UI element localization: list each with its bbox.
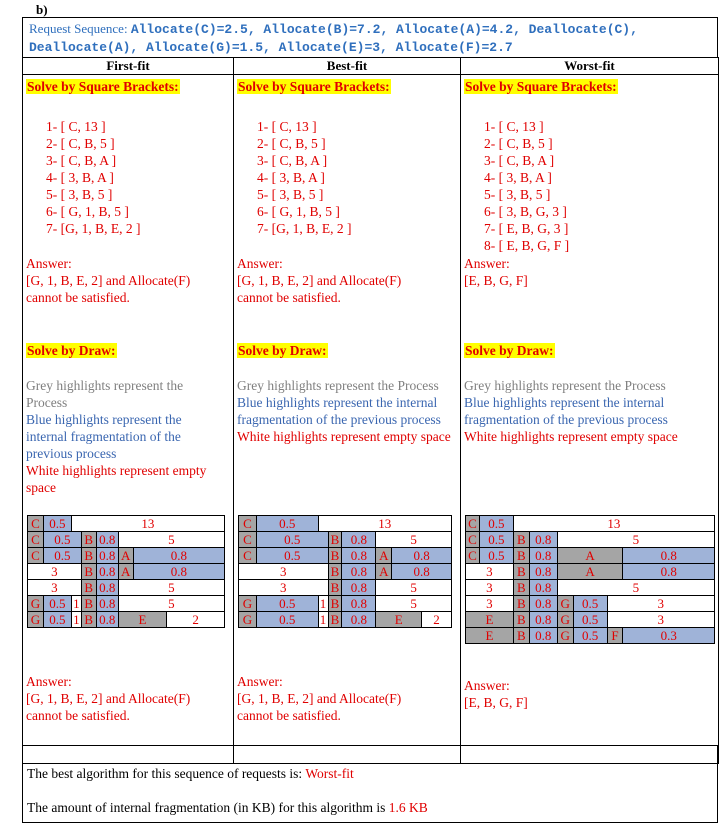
step: 6- [ G, 1, B, 5 ] xyxy=(46,204,129,219)
memory-block: 3 xyxy=(466,580,514,596)
memory-block: 0.8 xyxy=(96,612,118,628)
first-fit-steps xyxy=(46,118,141,237)
memory-block: 1 xyxy=(73,612,80,627)
first-fit-brackets-title: Solve by Square Brackets: xyxy=(27,79,179,94)
worst-fit-answer-label: Answer: xyxy=(464,256,510,271)
memory-block: 5 xyxy=(557,580,714,596)
memory-block: C xyxy=(466,516,480,532)
first-fit-answer-label: Answer: xyxy=(26,256,72,271)
memory-block: B xyxy=(328,596,342,612)
request-label: Request Sequence: xyxy=(29,21,128,36)
memory-block: E xyxy=(466,628,514,644)
memory-block: C xyxy=(239,548,257,564)
memory-block: 0.8 xyxy=(133,564,224,580)
conclusion-box xyxy=(22,745,718,823)
memory-block: C xyxy=(28,532,44,548)
step: 7- [G, 1, B, E, 2 ] xyxy=(46,221,141,236)
memory-block: 0.5 xyxy=(573,612,607,628)
best-fit-legend-grey: Grey highlights represent the Process xyxy=(237,378,439,393)
memory-block: G xyxy=(28,596,44,612)
best-fit-draw-title: Solve by Draw: xyxy=(238,343,327,358)
best-algorithm-prefix: The best algorithm for this sequence of requests is: xyxy=(27,766,303,781)
memory-block: B xyxy=(513,532,529,548)
step: 7- [G, 1, B, E, 2 ] xyxy=(257,221,352,236)
memory-block: 0.5 xyxy=(43,612,71,628)
memory-block: C xyxy=(239,516,257,532)
memory-block: 0.5 xyxy=(479,548,513,564)
memory-block: 0.8 xyxy=(96,548,118,564)
memory-block: 0.8 xyxy=(623,548,715,564)
step: 3- [ C, B, A ] xyxy=(484,153,555,168)
memory-block: 0.8 xyxy=(623,564,715,580)
memory-block: B xyxy=(81,580,96,596)
memory-block: B xyxy=(328,564,342,580)
memory-block: G xyxy=(557,628,573,644)
memory-block: 0.5 xyxy=(43,548,81,564)
step: 5- [ 3, B, 5 ] xyxy=(484,187,551,202)
memory-block: 0.5 xyxy=(573,628,607,644)
step: 1- [ C, 13 ] xyxy=(484,119,544,134)
memory-block: 5 xyxy=(118,596,224,612)
memory-block: C xyxy=(466,532,480,548)
memory-block: 0.5 xyxy=(43,532,81,548)
memory-block: E xyxy=(466,612,514,628)
worst-fit-answer2-label: Answer: xyxy=(464,678,510,693)
best-fit-answer-label: Answer: xyxy=(237,256,283,271)
memory-block: 0.8 xyxy=(342,612,376,628)
first-fit-answer2-line1: [G, 1, B, E, 2] and Allocate(F) xyxy=(26,691,191,706)
step: 5- [ 3, B, 5 ] xyxy=(46,187,113,202)
step: 2- [ C, B, 5 ] xyxy=(484,136,553,151)
memory-block: 0.5 xyxy=(256,532,328,548)
memory-block: 0.8 xyxy=(96,564,118,580)
memory-block: 5 xyxy=(376,532,452,548)
worst-fit-answer-line1: [E, B, G, F] xyxy=(464,273,528,288)
step: 2- [ C, B, 5 ] xyxy=(257,136,326,151)
best-algorithm-value: Worst-fit xyxy=(305,766,354,781)
memory-block: E xyxy=(376,612,422,628)
memory-block: 0.8 xyxy=(529,532,557,548)
memory-block: 5 xyxy=(557,532,714,548)
memory-block: C xyxy=(239,532,257,548)
memory-block: B xyxy=(513,628,529,644)
worst-fit-column xyxy=(461,75,719,764)
memory-block: 0.8 xyxy=(96,596,118,612)
step: 6- [ 3, B, G, 3 ] xyxy=(484,204,567,219)
memory-block: B xyxy=(328,532,342,548)
worst-fit-brackets-title: Solve by Square Brackets: xyxy=(465,79,617,94)
memory-block: 2 xyxy=(167,612,225,628)
memory-block: C xyxy=(28,548,44,564)
memory-block: 0.5 xyxy=(479,516,513,532)
memory-block: 0.8 xyxy=(96,580,118,596)
best-fit-answer-line1: [G, 1, B, E, 2] and Allocate(F) xyxy=(237,273,402,288)
memory-block: B xyxy=(81,548,96,564)
memory-block: B xyxy=(328,612,342,628)
best-fit-answer-line2: cannot be satisfied. xyxy=(237,290,341,305)
best-fit-steps xyxy=(257,118,352,237)
first-fit-draw-title: Solve by Draw: xyxy=(27,343,116,358)
memory-block: G xyxy=(557,612,573,628)
request-line-1: Allocate(C)=2.5, Allocate(B)=7.2, Allocate(A)=4.2, Deallocate(C), xyxy=(130,22,638,37)
memory-block: A xyxy=(118,548,133,564)
memory-block: 0.8 xyxy=(529,548,557,564)
memory-block: 3 xyxy=(28,580,82,596)
step: 3- [ C, B, A ] xyxy=(257,153,328,168)
step: 1- [ C, 13 ] xyxy=(257,119,317,134)
worst-fit-draw-title: Solve by Draw: xyxy=(465,343,554,358)
memory-block: 5 xyxy=(118,580,224,596)
worst-fit-legend-blue: Blue highlights represent the internal fragmentation of the previous process xyxy=(464,395,668,427)
best-fit-legend-blue: Blue highlights represent the internal fragmentation of the previous process xyxy=(237,395,441,427)
memory-block: 3 xyxy=(239,564,329,580)
memory-block: 0.8 xyxy=(392,548,452,564)
memory-block: 13 xyxy=(71,516,224,532)
memory-block: 0.5 xyxy=(256,548,328,564)
memory-block: 0.8 xyxy=(529,628,557,644)
memory-block: F xyxy=(607,628,623,644)
memory-block: G xyxy=(28,612,44,628)
memory-block: B xyxy=(81,564,96,580)
step: 4- [ 3, B, A ] xyxy=(484,170,552,185)
best-fit-column xyxy=(234,75,461,764)
worst-fit-legend-grey: Grey highlights represent the Process xyxy=(464,378,666,393)
memory-block: B xyxy=(513,548,529,564)
first-fit-answer-line1: [G, 1, B, E, 2] and Allocate(F) xyxy=(26,273,191,288)
memory-block: A xyxy=(118,564,133,580)
header-first-fit: First-fit xyxy=(23,58,234,75)
memory-block: 0.5 xyxy=(256,612,318,628)
memory-block: 0.5 xyxy=(256,516,318,532)
memory-block: 0.8 xyxy=(342,532,376,548)
first-fit-legend-white: White highlights represent empty space xyxy=(26,463,207,495)
first-fit-legend-blue: Blue highlights represent the internal fragmentation of the previous process xyxy=(26,412,182,461)
best-fit-memory-diagram xyxy=(238,515,452,628)
memory-block: B xyxy=(513,580,529,596)
solutions-table xyxy=(22,57,719,764)
memory-block: G xyxy=(239,612,257,628)
first-fit-answer2-label: Answer: xyxy=(26,674,72,689)
best-fit-answer2-label: Answer: xyxy=(237,674,283,689)
request-sequence xyxy=(22,17,718,57)
memory-block: B xyxy=(328,548,342,564)
memory-block: 0.8 xyxy=(529,580,557,596)
worst-fit-legend-white: White highlights represent empty space xyxy=(464,429,678,444)
first-fit-column xyxy=(23,75,234,764)
memory-block: 0.8 xyxy=(342,580,376,596)
memory-block: B xyxy=(513,596,529,612)
memory-block: 3 xyxy=(28,564,82,580)
memory-block: A xyxy=(557,548,623,564)
memory-block: 0.5 xyxy=(43,596,71,612)
memory-block: B xyxy=(513,612,529,628)
fragmentation-value: 1.6 KB xyxy=(388,800,428,815)
first-fit-memory-diagram xyxy=(27,515,225,628)
memory-block: B xyxy=(328,580,342,596)
step: 8- [ E, B, G, F ] xyxy=(484,238,570,253)
first-fit-legend-grey: Grey highlights represent the Process xyxy=(26,378,184,410)
step: 2- [ C, B, 5 ] xyxy=(46,136,115,151)
best-fit-legend-white: White highlights represent empty space xyxy=(237,429,451,444)
step: 7- [ E, B, G, 3 ] xyxy=(484,221,569,236)
memory-block: 1 xyxy=(73,596,80,611)
step: 4- [ 3, B, A ] xyxy=(46,170,114,185)
memory-block: C xyxy=(466,548,480,564)
memory-block: B xyxy=(81,612,96,628)
memory-block: 0.8 xyxy=(342,564,376,580)
memory-block: B xyxy=(513,564,529,580)
step: 5- [ 3, B, 5 ] xyxy=(257,187,324,202)
memory-block: E xyxy=(118,612,167,628)
memory-block: 5 xyxy=(376,596,452,612)
worst-fit-answer2-line1: [E, B, G, F] xyxy=(464,695,528,710)
memory-block: B xyxy=(81,596,96,612)
header-worst-fit: Worst-fit xyxy=(461,58,719,75)
memory-block: 3 xyxy=(466,596,514,612)
memory-block: 1 xyxy=(319,596,327,611)
part-label: b) xyxy=(36,2,48,17)
step: 1- [ C, 13 ] xyxy=(46,119,106,134)
step: 6- [ G, 1, B, 5 ] xyxy=(257,204,340,219)
memory-block: 3 xyxy=(607,596,714,612)
fragmentation-prefix: The amount of internal fragmentation (in KB) for this algorithm is xyxy=(27,800,386,815)
memory-block: 0.8 xyxy=(392,564,452,580)
best-algorithm-line xyxy=(27,766,354,782)
memory-block: 13 xyxy=(318,516,451,532)
request-line-2: Deallocate(A), Allocate(G)=1.5, Allocate(E)=3, Allocate(F)=2.7 xyxy=(29,40,513,55)
memory-block: 0.5 xyxy=(43,516,71,532)
memory-block: 0.8 xyxy=(342,548,376,564)
memory-block: 0.8 xyxy=(133,548,224,564)
memory-block: 3 xyxy=(239,580,329,596)
memory-block: 13 xyxy=(513,516,714,532)
memory-block: 0.3 xyxy=(623,628,715,644)
step: 4- [ 3, B, A ] xyxy=(257,170,325,185)
memory-block: 0.8 xyxy=(529,612,557,628)
memory-block: G xyxy=(239,596,257,612)
memory-block: 5 xyxy=(118,532,224,548)
memory-block: 0.5 xyxy=(256,596,318,612)
best-fit-brackets-title: Solve by Square Brackets: xyxy=(238,79,390,94)
worst-fit-memory-diagram xyxy=(465,515,715,644)
best-fit-answer2-line2: cannot be satisfied. xyxy=(237,708,341,723)
best-fit-answer2-line1: [G, 1, B, E, 2] and Allocate(F) xyxy=(237,691,402,706)
step: 3- [ C, B, A ] xyxy=(46,153,117,168)
header-best-fit: Best-fit xyxy=(234,58,461,75)
fragmentation-line xyxy=(27,800,428,816)
first-fit-answer2-line2: cannot be satisfied. xyxy=(26,708,130,723)
memory-block: 3 xyxy=(607,612,714,628)
memory-block: B xyxy=(81,532,96,548)
memory-block: C xyxy=(28,516,44,532)
memory-block: 5 xyxy=(376,580,452,596)
memory-block: 0.8 xyxy=(96,532,118,548)
first-fit-answer-line2: cannot be satisfied. xyxy=(26,290,130,305)
memory-block: 0.5 xyxy=(573,596,607,612)
memory-block: 2 xyxy=(422,612,452,628)
memory-block: 0.5 xyxy=(479,532,513,548)
memory-block: G xyxy=(557,596,573,612)
memory-block: 1 xyxy=(319,612,327,627)
memory-block: A xyxy=(376,548,392,564)
memory-block: 0.8 xyxy=(529,564,557,580)
memory-block: 3 xyxy=(466,564,514,580)
memory-block: 0.8 xyxy=(529,596,557,612)
memory-block: A xyxy=(557,564,623,580)
memory-block: A xyxy=(376,564,392,580)
memory-block: 0.8 xyxy=(342,596,376,612)
worst-fit-steps xyxy=(484,118,569,254)
